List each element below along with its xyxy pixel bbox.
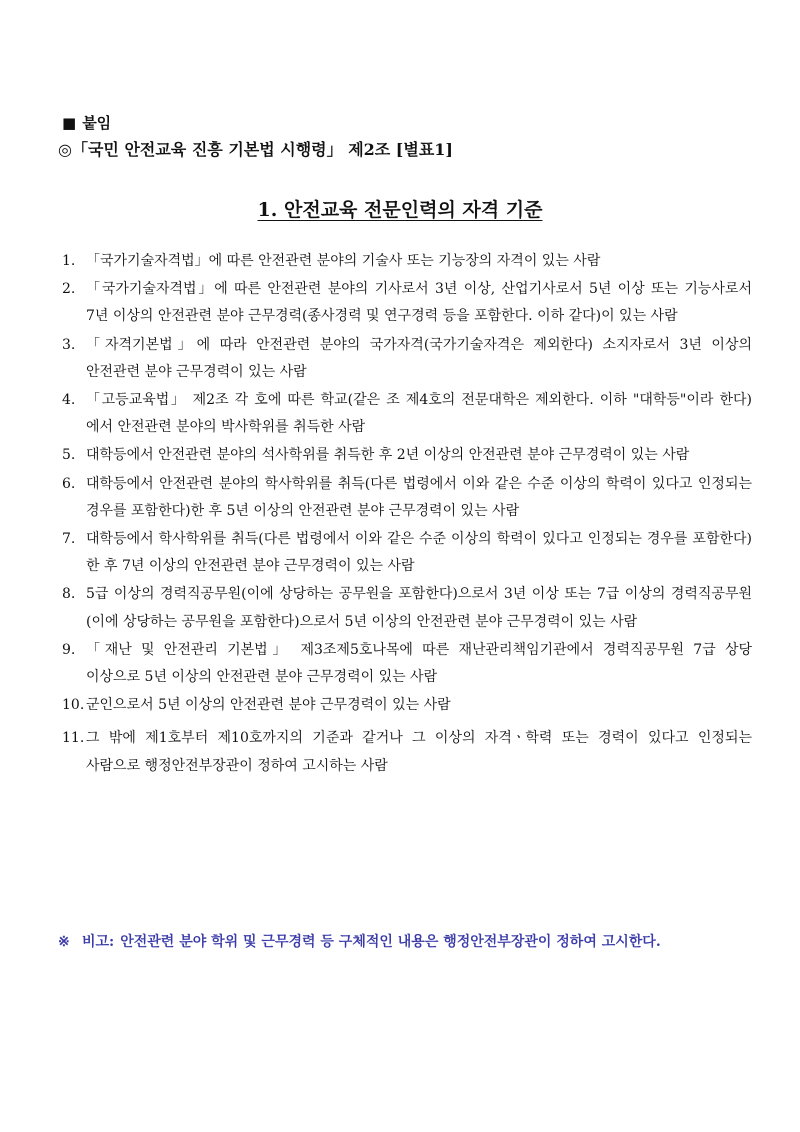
criteria-item bbox=[62, 471, 752, 525]
criteria-number: 4. bbox=[62, 392, 76, 409]
criteria-item bbox=[62, 725, 752, 779]
criteria-list bbox=[62, 248, 752, 781]
note-text: 안전관련 분야 학위 및 근무경력 등 구체적인 내용은 행정안전부장관이 정하여 고시한다. bbox=[120, 934, 661, 950]
criteria-text: 「국가기술자격법」에 따른 안전관련 분야의 기사로서 3년 이상, 산업기사로서 5년 이상 또는 기능사로서 7년 이상의 안전관련 분야 근무경력(종사경력 및 연구경력 등을 포함한다. 이하 같다)이 있는 사람 bbox=[86, 281, 752, 325]
criteria-text: 「재난 및 안전관리 기본법」 제3조제5호나목에 따른 재난관리책임기관에서 경력직공무원 7급 상당 이상으로 5년 이상의 안전관련 분야 근무경력이 있는 사람 bbox=[86, 641, 752, 686]
criteria-text: 「자격기본법」에 따라 안전관련 분야의 국가자격(국가기술자격은 제외한다) 소지자로서 3년 이상의 안전관련 분야 근무경력이 있는 사람 bbox=[86, 336, 752, 380]
criteria-item bbox=[62, 442, 752, 469]
section-heading bbox=[0, 196, 800, 224]
criteria-number: 11. bbox=[62, 730, 85, 747]
attachment-label bbox=[62, 112, 111, 134]
reference-mark-icon: ※ bbox=[58, 934, 70, 950]
remark-note bbox=[58, 930, 752, 955]
criteria-number: 10. bbox=[62, 697, 85, 714]
criteria-text: 5급 이상의 경력직공무원(이에 상당하는 공무원을 포함한다)으로서 3년 이상 또는 7급 이상의 경력직공무원(이에 상당하는 공무원을 포함한다)으로서 5년 이상의 안전관련 분야 근무경력이 있는 사람 bbox=[86, 586, 752, 630]
criteria-text: 그 밖에 제1호부터 제10호까지의 기준과 같거나 그 이상의 자격ㆍ학력 또는 경력이 있다고 인정되는 사람으로 행정안전부장관이 정하여 고시하는 사람 bbox=[86, 730, 752, 774]
criteria-number: 9. bbox=[62, 641, 76, 658]
criteria-number: 2. bbox=[62, 281, 76, 298]
criteria-item bbox=[62, 248, 752, 275]
criteria-number: 3. bbox=[62, 336, 76, 353]
criteria-text: 대학등에서 학사학위를 취득(다른 법령에서 이와 같은 수준 이상의 학력이 있다고 인정되는 경우를 포함한다)한 후 7년 이상의 안전관련 분야 근무경력이 있는 사람 bbox=[86, 531, 752, 575]
section-heading-text: 1. 안전교육 전문인력의 자격 기준 bbox=[257, 199, 543, 221]
note-label: 비고: bbox=[82, 934, 115, 950]
criteria-item bbox=[62, 637, 752, 691]
criteria-number: 8. bbox=[62, 586, 76, 603]
criteria-item bbox=[62, 692, 752, 719]
criteria-item bbox=[62, 332, 752, 386]
criteria-item bbox=[62, 387, 752, 441]
criteria-number: 6. bbox=[62, 475, 76, 492]
criteria-item bbox=[62, 581, 752, 635]
law-title: ◎「국민 안전교육 진흥 기본법 시행령」 제2조 [별표1] bbox=[58, 140, 453, 159]
criteria-text: 「국가기술자격법」에 따른 안전관련 분야의 기술사 또는 기능장의 자격이 있는 사람 bbox=[86, 253, 601, 269]
criteria-text: 「고등교육법」 제2조 각 호에 따른 학교(같은 조 제4호의 전문대학은 제외한다. 이하 "대학등"이라 한다)에서 안전관련 분야의 박사학위를 취득한 사람 bbox=[86, 392, 752, 436]
criteria-text: 대학등에서 안전관련 분야의 석사학위를 취득한 후 2년 이상의 안전관련 분야 근무경력이 있는 사람 bbox=[86, 447, 690, 464]
criteria-number: 7. bbox=[62, 531, 76, 548]
square-bullet-icon: ■ bbox=[62, 114, 77, 132]
criteria-item bbox=[62, 526, 752, 580]
attachment-text: 붙임 bbox=[82, 114, 112, 132]
criteria-number: 5. bbox=[62, 447, 76, 464]
criteria-item bbox=[62, 276, 752, 330]
criteria-text: 대학등에서 안전관련 분야의 학사학위를 취득(다른 법령에서 이와 같은 수준 이상의 학력이 있다고 인정되는 경우를 포함한다)한 후 5년 이상의 안전관련 분야 근무경력이 있는 사람 bbox=[86, 475, 752, 519]
criteria-text: 군인으로서 5년 이상의 안전관련 분야 근무경력이 있는 사람 bbox=[86, 697, 451, 714]
criteria-number: 1. bbox=[62, 253, 76, 269]
